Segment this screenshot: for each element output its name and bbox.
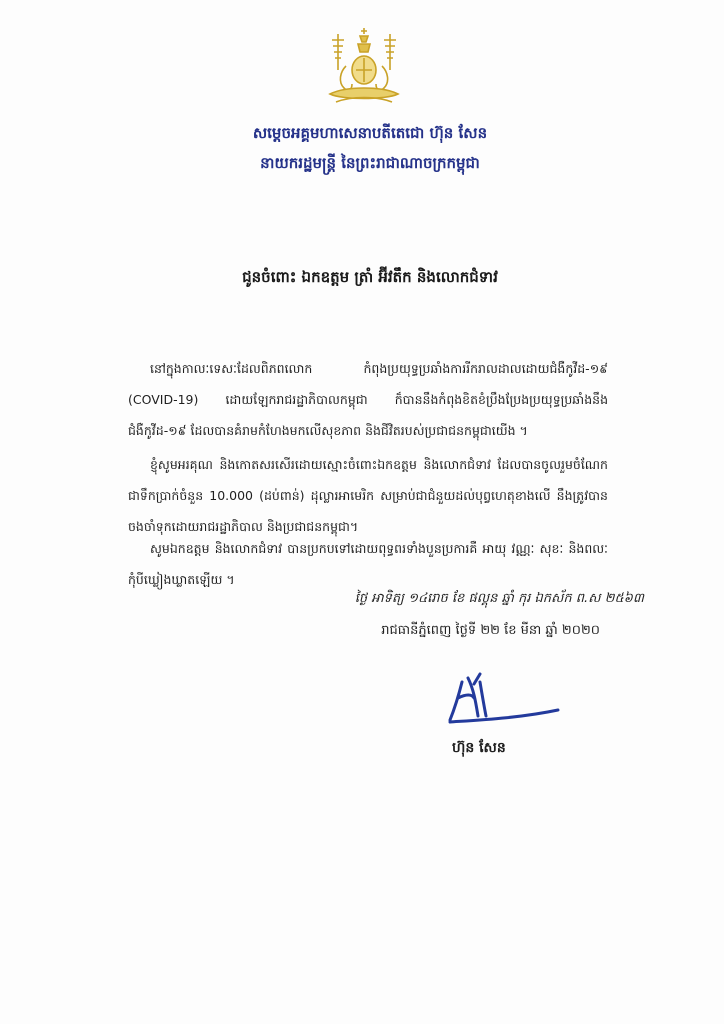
sender-role: នាយករដ្ឋមន្ត្រី នៃព្រះរាជាណាចក្រកម្ពុជា	[260, 154, 480, 172]
body-paragraph-1: នៅក្នុងកាលៈទេសៈដែលពិភពលោក កំពុងប្រយុទ្ធប្រឆាំងការរីករាលដាលដោយជំងឺកូវីដ-១៩ (COVID-19) ដោយឡែករាជរដ្ឋាភិបាលកម្ពុជា ក៏បាននឹងកំពុងខិតខំប្រឹងប្រែងប្រយុទ្ធប្រឆាំងនឹងជំងឺកូវីដ-១៩ ដែលបានគំរាមកំហែងមកលើសុខភាព និងជីវិតរបស់ប្រជាជនកម្ពុជាយើង ។	[128, 360, 608, 438]
body-paragraph-2: ខ្ញុំសូមអរគុណ និងកោតសរសើរដោយស្មោះចំពោះឯកឧត្តម និងលោកជំទាវ ដែលបានចូលរួមចំណែកជាទឹកប្រាក់ចំនួន 10.000 (ដប់ពាន់) ដុល្លារអាមេរិក សម្រាប់ជាជំនួយដល់បុព្វហេតុខាងលើ នឹងត្រូវបានចងចាំទុកដោយរាជរដ្ឋាភិបាល និងប្រជាជនកម្ពុជា។	[128, 456, 608, 534]
solar-date: រាជធានីភ្នំពេញ ថ្ងៃទី ២២ ខែ មីនា ឆ្នាំ ២០២០	[381, 623, 600, 638]
body-paragraph-3: សូមឯកឧត្តម និងលោកជំទាវ បានប្រកបទៅដោយពុទ្ធពរទាំងបួនប្រការគឺ អាយុ វណ្ណៈ សុខៈ និងពលៈ កុំបីឃ្លៀងឃ្លាតឡើយ ។	[128, 540, 608, 587]
salutation-heading: ជូនចំពោះ ឯកឧត្តម ត្រាំ អ៊ីវតឹក និងលោកជំទាវ	[242, 268, 498, 286]
royal-coat-of-arms-icon	[316, 26, 412, 110]
lunar-date: ថ្ងៃ អាទិត្យ ១៤រោច ខែ ផល្គុន ឆ្នាំ កុរ ឯកស័ក ព.ស ២៥៦៣	[354, 591, 644, 606]
sender-title: សម្តេចអគ្គមហាសេនាបតីតេជោ ហ៊ុន សែន	[252, 124, 488, 142]
handwritten-signature-icon	[440, 668, 570, 730]
signer-name: ហ៊ុន សែន	[452, 740, 506, 756]
